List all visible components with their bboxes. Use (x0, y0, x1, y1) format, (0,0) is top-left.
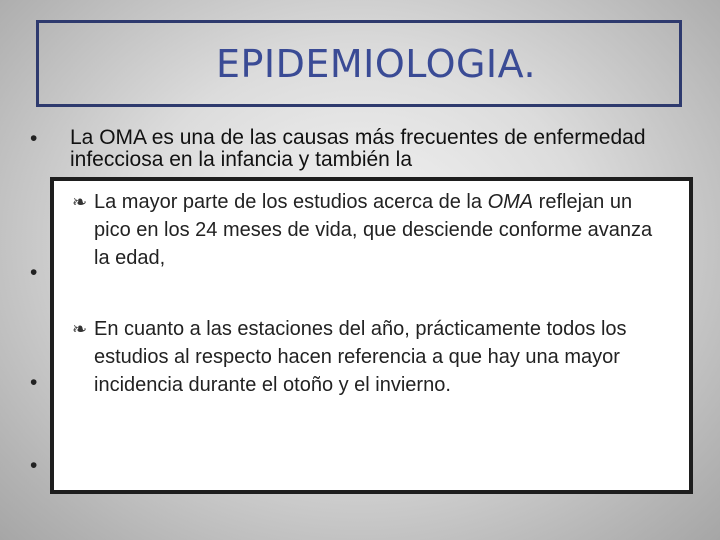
bullet-marker-3: • (30, 371, 38, 394)
list-item-text: La mayor parte de los estudios acerca de la OMA reflejan un pico en los 24 meses de vida, que desciende conforme avanza la edad, (94, 191, 653, 269)
bullet-marker-4: • (30, 454, 38, 477)
leaf-bullet-icon: ❧ (72, 319, 88, 339)
main-bullet-text: La OMA es una de las causas más frecuentes de enfermedad infecciosa en la infancia y también la (70, 126, 646, 171)
list-item-text: En cuanto a las estaciones del año, prácticamente todos los estudios al respecto hacen referencia a que hay una mayor incidencia durante el otoño y el invierno. (94, 318, 627, 396)
bullet-marker-2: • (30, 261, 38, 284)
title-box (36, 20, 682, 107)
overlay-text-box (50, 177, 693, 494)
slide-title: EPIDEMIOLOGIA. (215, 41, 537, 86)
list-item (72, 188, 672, 272)
leaf-bullet-icon: ❧ (72, 192, 88, 212)
list-item (72, 315, 672, 399)
bullet-marker-1: • (30, 127, 38, 150)
